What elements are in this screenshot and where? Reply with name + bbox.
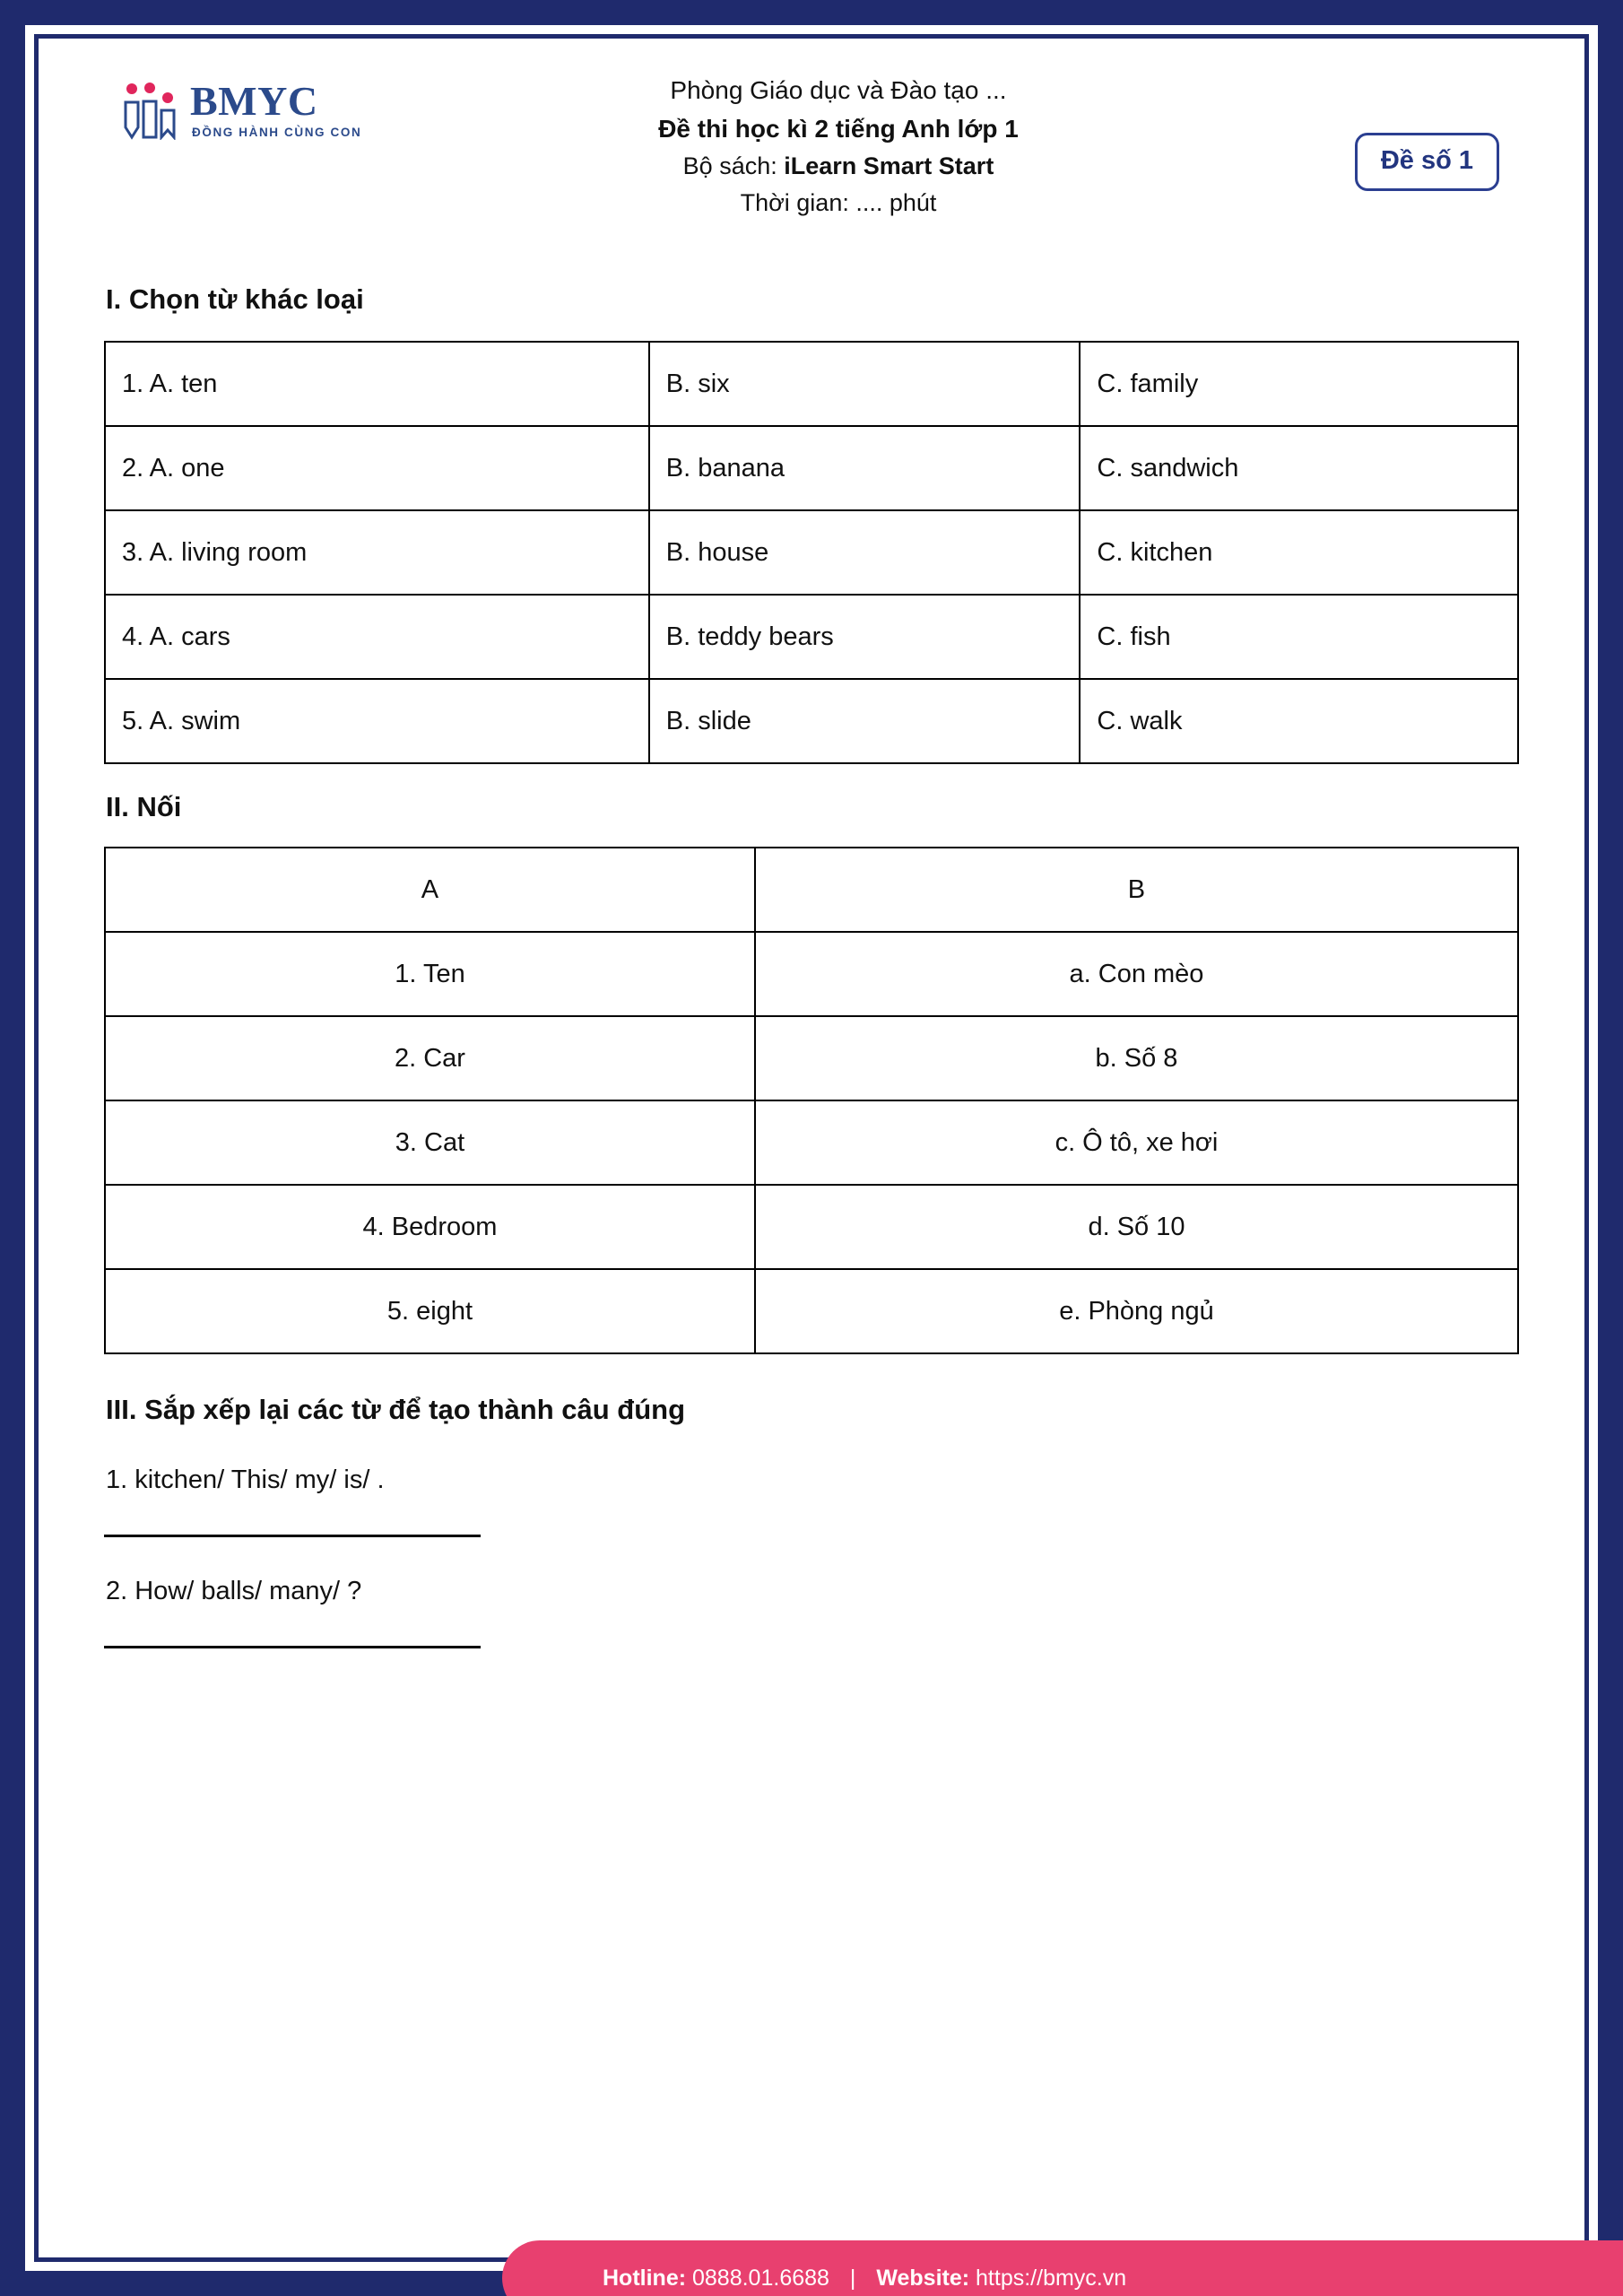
choice-a[interactable]: 5. A. swim	[105, 679, 649, 763]
choice-c[interactable]: C. fish	[1080, 595, 1518, 679]
choice-b[interactable]: B. house	[649, 510, 1081, 595]
match-item-b[interactable]: d. Số 10	[755, 1185, 1518, 1269]
exam-title: Đề thi học kì 2 tiếng Anh lớp 1	[658, 114, 1019, 143]
book-series-label: Bộ sách:	[682, 152, 785, 180]
match-item-a[interactable]: 5. eight	[105, 1269, 755, 1353]
choice-a[interactable]: 1. A. ten	[105, 342, 649, 426]
column-header-a: A	[105, 848, 755, 932]
department-line: Phòng Giáo dục và Đào tạo ...	[670, 76, 1007, 104]
choice-a[interactable]: 3. A. living room	[105, 510, 649, 595]
question-text: 1. kitchen/ This/ my/ is/ .	[106, 1465, 385, 1494]
choice-c[interactable]: C. kitchen	[1080, 510, 1518, 595]
match-item-b[interactable]: a. Con mèo	[755, 932, 1518, 1016]
section-two-heading: II. Nối	[106, 791, 182, 822]
contact-footer-banner	[502, 2240, 1623, 2296]
document-sheet	[50, 50, 1573, 2246]
book-series-value: iLearn Smart Start	[784, 152, 994, 180]
bmyc-logo-icon	[122, 83, 181, 140]
table-row	[105, 679, 1518, 763]
choice-c[interactable]: C. walk	[1080, 679, 1518, 763]
question-text: 2. How/ balls/ many/ ?	[106, 1577, 362, 1605]
answer-blank-line[interactable]	[104, 1644, 481, 1648]
exam-number-badge: Đề số 1	[1355, 133, 1499, 191]
odd-one-out-table	[104, 341, 1519, 764]
table-header-row	[105, 848, 1518, 932]
hotline-value[interactable]: 0888.01.6688	[692, 2265, 829, 2291]
match-item-b[interactable]: b. Số 8	[755, 1016, 1518, 1100]
footer-separator: |	[849, 2265, 856, 2291]
table-row	[105, 1185, 1518, 1269]
table-row	[105, 1016, 1518, 1100]
choice-b[interactable]: B. slide	[649, 679, 1081, 763]
choice-b[interactable]: B. banana	[649, 426, 1081, 510]
answer-blank-line[interactable]	[104, 1533, 481, 1537]
table-row	[105, 342, 1518, 426]
table-row	[105, 426, 1518, 510]
choice-c[interactable]: C. sandwich	[1080, 426, 1518, 510]
website-label: Website:	[876, 2265, 970, 2291]
table-row	[105, 1100, 1518, 1185]
matching-table	[104, 847, 1519, 1354]
choice-a[interactable]: 4. A. cars	[105, 595, 649, 679]
match-item-b[interactable]: c. Ô tô, xe hơi	[755, 1100, 1518, 1185]
match-item-a[interactable]: 1. Ten	[105, 932, 755, 1016]
match-item-a[interactable]: 3. Cat	[105, 1100, 755, 1185]
choice-c[interactable]: C. family	[1080, 342, 1518, 426]
section-one-heading: I. Chọn từ khác loại	[106, 283, 364, 315]
logo-tagline: ĐỒNG HÀNH CÙNG CON	[192, 126, 362, 139]
document-header	[104, 59, 1519, 217]
choice-b[interactable]: B. six	[649, 342, 1081, 426]
table-row	[105, 595, 1518, 679]
reorder-question-2	[104, 1577, 1519, 1648]
table-row	[105, 510, 1518, 595]
match-item-b[interactable]: e. Phòng ngủ	[755, 1269, 1518, 1353]
reorder-question-1	[104, 1465, 1519, 1537]
website-value[interactable]: https://bmyc.vn	[976, 2265, 1127, 2291]
footer-contact-text	[603, 2266, 1126, 2292]
hotline-label: Hotline:	[603, 2265, 687, 2291]
logo-wordmark: BMYC	[190, 78, 318, 124]
match-item-a[interactable]: 4. Bedroom	[105, 1185, 755, 1269]
match-item-a[interactable]: 2. Car	[105, 1016, 755, 1100]
choice-a[interactable]: 2. A. one	[105, 426, 649, 510]
duration-line: Thời gian: .... phút	[740, 189, 937, 217]
column-header-b: B	[755, 848, 1518, 932]
book-series-line	[364, 148, 1313, 185]
choice-b[interactable]: B. teddy bears	[649, 595, 1081, 679]
section-three-heading: III. Sắp xếp lại các từ để tạo thành câu đúng	[106, 1394, 686, 1425]
bmyc-logo	[122, 78, 362, 154]
table-row	[105, 1269, 1518, 1353]
table-row	[105, 932, 1518, 1016]
header-title-block	[364, 72, 1313, 222]
